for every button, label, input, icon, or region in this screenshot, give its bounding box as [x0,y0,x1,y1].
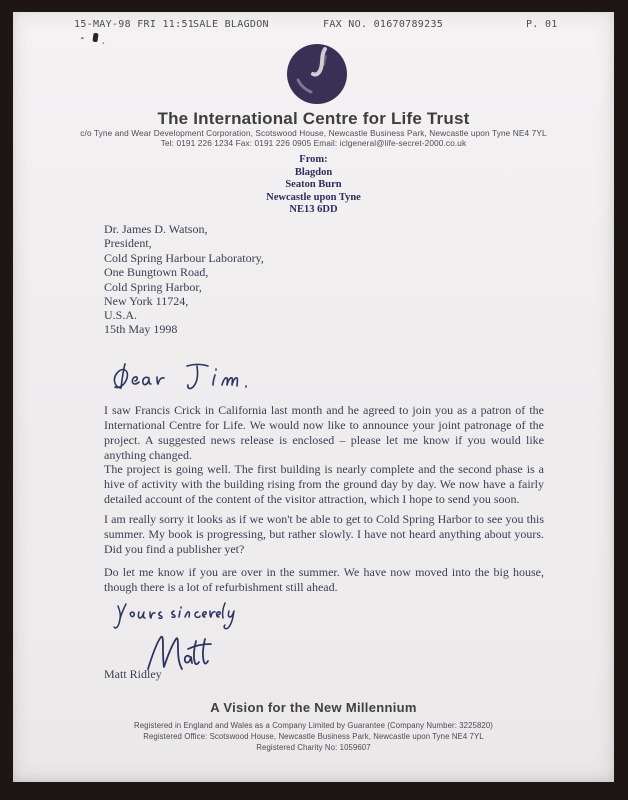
organisation-name: The International Centre for Life Trust [157,109,470,128]
fax-number: FAX NO. 01670789235 [323,19,444,30]
recipient-org: Cold Spring Harbour Laboratory, [104,250,264,265]
fax-sender: SALE BLAGDON [193,19,269,30]
scanned-letter-page [13,12,614,782]
recipient-name: Dr. James D. Watson, [104,222,208,236]
fax-page-number: P. 01 [526,19,558,30]
stray-ink-mark [92,33,98,43]
charity-number-line: Registered Charity No: 1059607 [256,743,371,752]
body-paragraph: Do let me know if you are over in the summer. We have now moved into the big house, though there is a lot of refurbishment still ahead. [104,565,544,594]
fax-transmission-header [13,19,614,35]
centre-for-life-logo-icon [285,42,349,106]
from-line: Seaton Burn [285,179,342,190]
from-line: Blagdon [294,166,333,178]
from-line: Newcastle upon Tyne [266,191,361,203]
fax-datetime: 15-MAY-98 FRI 11:51 [74,19,195,30]
registered-office-line: Registered Office: Scotswood House, Newcastle Business Park, Newcastle upon Tyne NE4 7YL [143,732,484,741]
from-postcode: NE13 6DD [289,204,338,215]
typed-sender-name: Matt Ridley [104,667,162,681]
letterhead-address: c/o Tyne and Wear Development Corporation, Scotswood House, Newcastle Business Park, Newcastle upon Tyne NE4 7YL [80,128,547,138]
letter-date: 15th May 1998 [104,322,178,336]
recipient-street: One Bungtown Road, [104,265,209,280]
letterhead-contact: Tel: 0191 226 1234 Fax: 0191 226 0905 Email: iclgeneral@life-secret-2000.co.uk [160,138,467,148]
recipient-town: Cold Spring Harbor, [104,279,202,294]
body-paragraph: I saw Francis Crick in California last month and he agreed to join you as a patron of the International Centre for Life. We would now like to announce your joint patronage of the project. A suggested news release is enclosed – please let me know if you would like anything changed. [104,403,544,462]
recipient-address-block [104,222,264,323]
recipient-country: U.S.A. [104,308,138,323]
recipient-title: President, [104,236,152,251]
from-label: From: [299,154,328,165]
registration-line: Registered in England and Wales as a Company Limited by Guarantee (Company Number: 3225820) [134,721,493,730]
body-paragraph: I am really sorry it looks as if we won't be able to get to Cold Spring Harbor to see you this summer. My book is progressing, but rather slowly. I have not heard anything about yours. Did you find a publisher yet? [104,512,544,556]
registration-details [13,720,614,753]
handwritten-salutation [108,357,256,399]
from-address-block [13,154,614,217]
recipient-state: New York 11724, [104,294,189,309]
footer-tagline: A Vision for the New Millennium [210,700,417,715]
body-paragraph: The project is going well. The first building is nearly complete and the second phase is a hive of activity with the building rising from the ground day by day. We now have a fairly detailed account of the content of the visitor attraction, which I hope to send you soon. [104,462,544,506]
